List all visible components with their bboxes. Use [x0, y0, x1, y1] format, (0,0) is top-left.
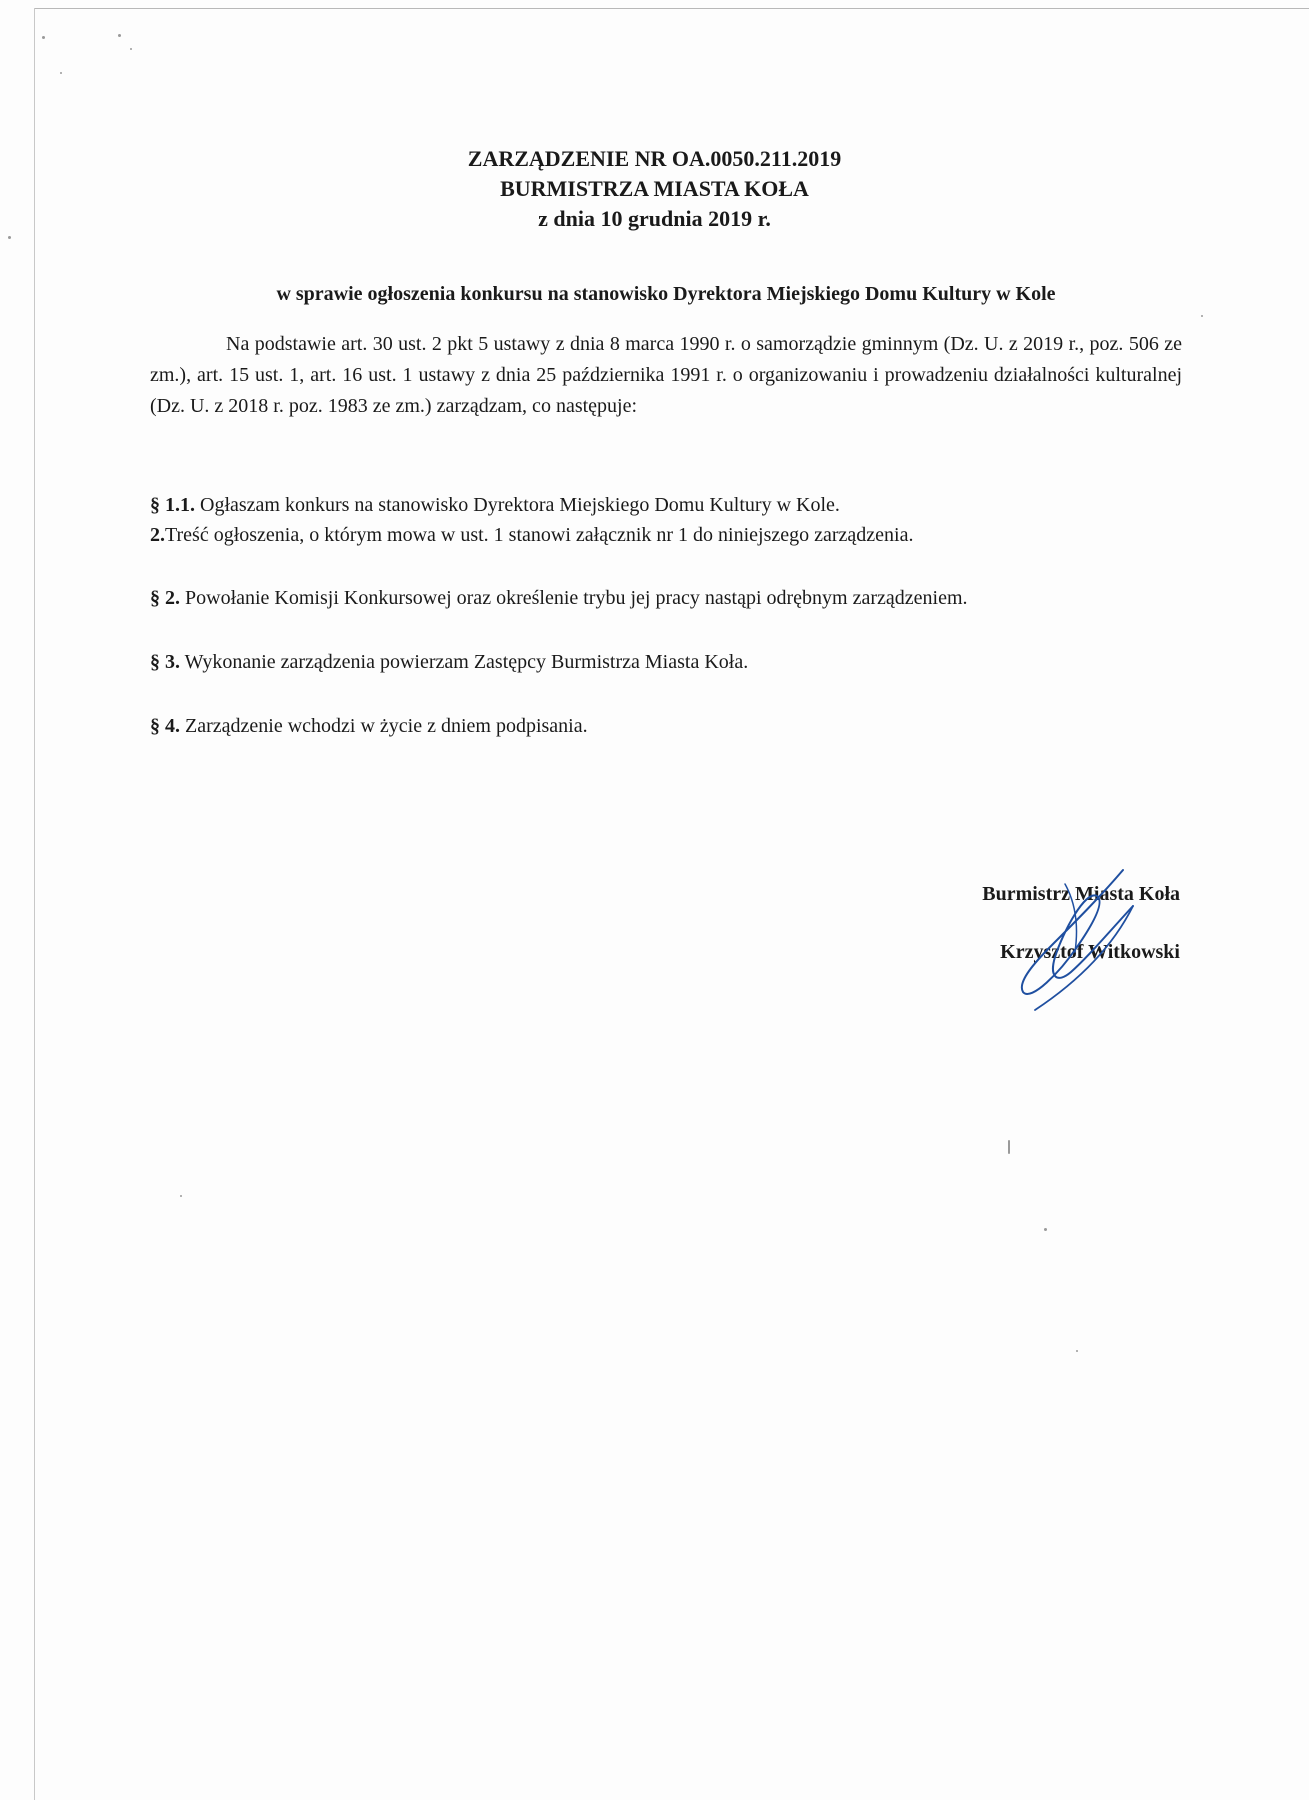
handwritten-signature: [1005, 862, 1145, 1012]
section-marker: § 3.: [150, 651, 180, 673]
scan-speck: [180, 1195, 182, 1197]
signatory-name: Krzysztof Witkowski: [1000, 941, 1180, 963]
page-edge: [34, 8, 35, 1800]
section-2: [150, 583, 1190, 613]
document-number: ZARZĄDZENIE NR OA.0050.211.2019: [467, 146, 842, 171]
document-header: [0, 144, 1309, 234]
scan-speck: [1008, 1140, 1010, 1154]
scan-speck: [1201, 315, 1203, 317]
document-subject: w sprawie ogłoszenia konkursu na stanowisko Dyrektora Miejskiego Domu Kultury w Kole: [276, 283, 1056, 305]
scan-speck: [1076, 1350, 1078, 1352]
scan-speck: [42, 36, 45, 39]
section-text: Powołanie Komisji Konkursowej oraz określenie trybu jej pracy nastąpi odrębnym zarządzeniem.: [185, 587, 968, 609]
section-text: Wykonanie zarządzenia powierzam Zastępcy Burmistrza Miasta Koła.: [184, 651, 749, 673]
section-text: Zarządzenie wchodzi w życie z dniem podpisania.: [185, 715, 588, 737]
section-marker: § 1.1.: [150, 494, 195, 516]
scan-speck: [1044, 1228, 1047, 1231]
page-edge: [34, 8, 1309, 9]
scan-speck: [60, 72, 62, 74]
issuing-authority: BURMISTRZA MIASTA KOŁA: [500, 176, 809, 201]
scan-speck: [118, 34, 121, 37]
section-text: Treść ogłoszenia, o którym mowa w ust. 1 stanowi załącznik nr 1 do niniejszego zarządzenia.: [165, 524, 914, 546]
section-3: [150, 647, 1190, 677]
scan-speck: [8, 236, 11, 239]
section-4: [150, 711, 1190, 741]
legal-basis-paragraph: Na podstawie art. 30 ust. 2 pkt 5 ustawy z dnia 8 marca 1990 r. o samorządzie gminnym (Dz. U. z 2019 r., poz. 506 ze zm.), art. 15 ust. 1, art. 16 ust. 1 ustawy z dnia 25 października 1991 r. o organizowaniu i prowadzeniu działalności kulturalnej (Dz. U. z 2018 r. poz. 1983 ze zm.) zarządzam, co następuje:: [150, 333, 1182, 417]
section-text: Ogłaszam konkurs na stanowisko Dyrektora Miejskiego Domu Kultury w Kole.: [200, 494, 840, 516]
document-date: z dnia 10 grudnia 2019 r.: [538, 206, 771, 231]
signatory-title: Burmistrz Miasta Koła: [982, 883, 1180, 905]
section-marker: § 4.: [150, 715, 180, 737]
section-marker: 2.: [150, 524, 165, 546]
section-1-1: [150, 490, 1190, 520]
section-marker: § 2.: [150, 587, 180, 609]
section-1-2: [150, 520, 1190, 550]
scan-speck: [130, 48, 132, 50]
